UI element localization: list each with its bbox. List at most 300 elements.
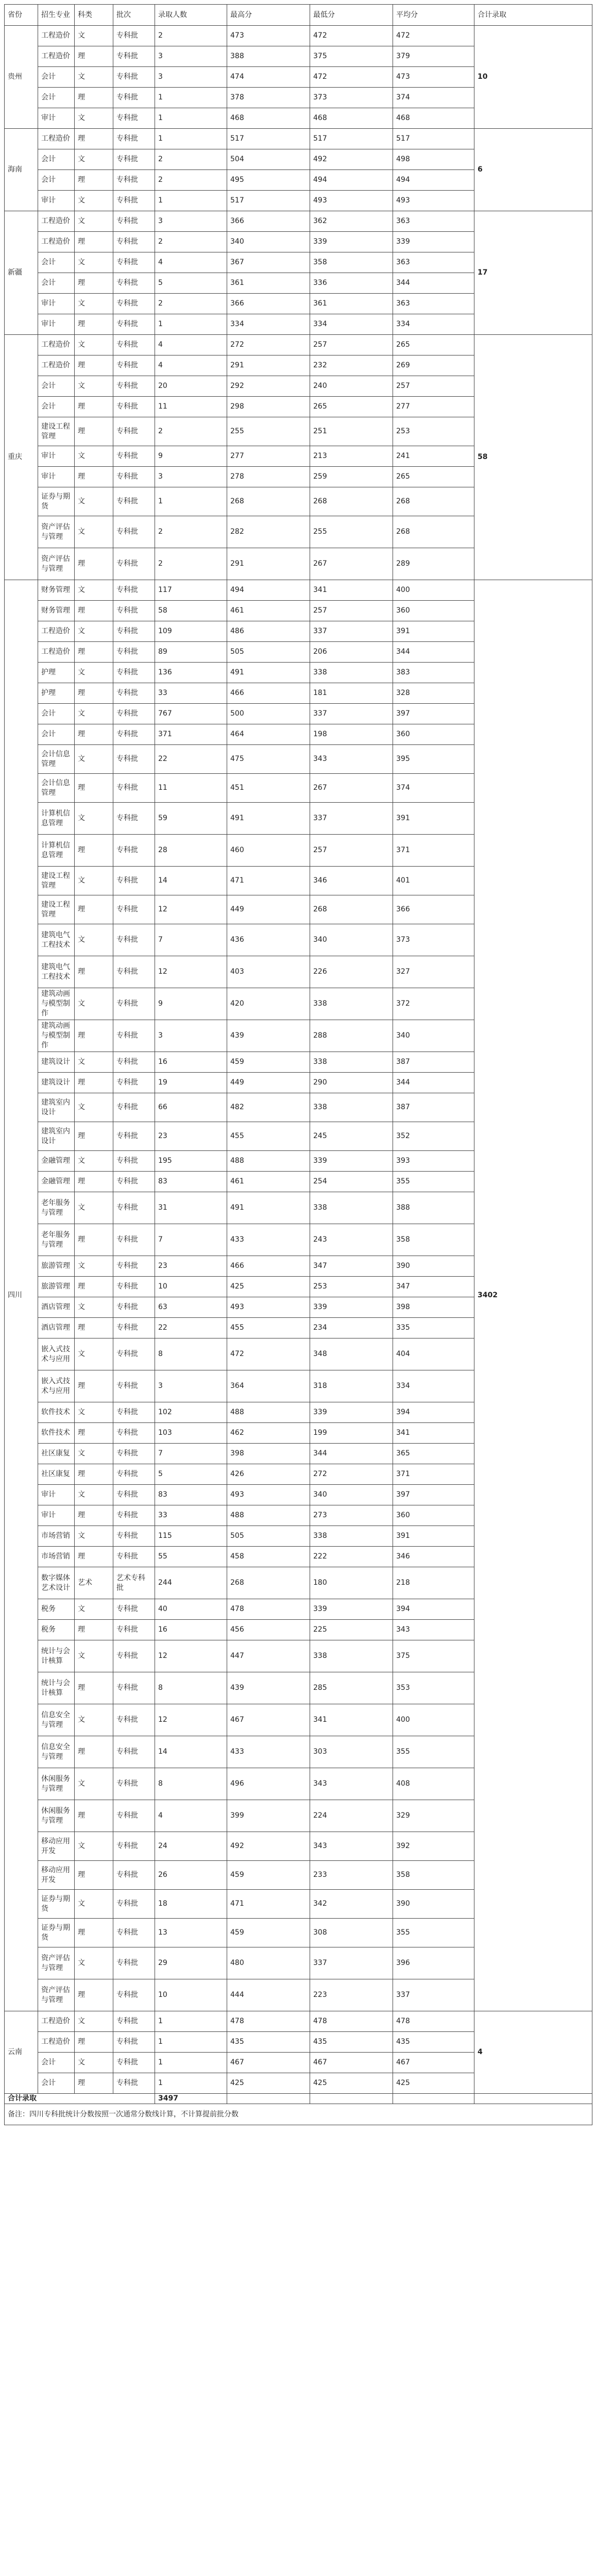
- avg-score-cell: 517: [393, 129, 474, 149]
- avg-score-cell: 344: [393, 642, 474, 663]
- avg-score-cell: 344: [393, 1073, 474, 1093]
- subject-cell: 理: [75, 1800, 113, 1832]
- major-cell: 审计: [38, 1485, 75, 1505]
- batch-cell: 专科批: [113, 1224, 155, 1256]
- subject-cell: 文: [75, 487, 113, 516]
- subject-cell: 理: [75, 129, 113, 149]
- batch-cell: 专科批: [113, 601, 155, 621]
- max-score-cell: 517: [227, 129, 310, 149]
- batch-cell: 专科批: [113, 1020, 155, 1052]
- admitted-cell: 63: [155, 1297, 227, 1318]
- min-score-cell: 233: [310, 1861, 393, 1890]
- batch-cell: 专科批: [113, 704, 155, 724]
- admitted-cell: 26: [155, 1861, 227, 1890]
- max-score-cell: 459: [227, 1052, 310, 1073]
- subject-cell: 文: [75, 1093, 113, 1122]
- avg-score-cell: 372: [393, 988, 474, 1020]
- major-cell: 工程造价: [38, 211, 75, 232]
- admitted-cell: 2: [155, 26, 227, 46]
- min-score-cell: 267: [310, 548, 393, 580]
- min-score-cell: 362: [310, 211, 393, 232]
- min-score-cell: 341: [310, 1704, 393, 1736]
- batch-cell: 专科批: [113, 2032, 155, 2053]
- batch-cell: 专科批: [113, 1919, 155, 1947]
- min-score-cell: 257: [310, 335, 393, 355]
- max-score-cell: 459: [227, 1919, 310, 1947]
- admitted-cell: 18: [155, 1890, 227, 1919]
- major-cell: 会计: [38, 397, 75, 417]
- batch-cell: 专科批: [113, 211, 155, 232]
- max-score-cell: 277: [227, 446, 310, 467]
- admitted-cell: 55: [155, 1547, 227, 1567]
- max-score-cell: 475: [227, 745, 310, 774]
- major-cell: 审计: [38, 314, 75, 335]
- admitted-cell: 19: [155, 1073, 227, 1093]
- subject-cell: 理: [75, 1073, 113, 1093]
- min-score-cell: 338: [310, 1640, 393, 1672]
- subject-cell: 理: [75, 2073, 113, 2094]
- avg-score-cell: 363: [393, 252, 474, 273]
- note-text: 备注：四川专科批统计分数按照一次通常分数线计算，不计算提前批分数: [5, 2104, 592, 2125]
- min-score-cell: 181: [310, 683, 393, 704]
- admitted-cell: 3: [155, 46, 227, 67]
- subject-cell: 文: [75, 516, 113, 548]
- batch-cell: 专科批: [113, 1073, 155, 1093]
- min-score-cell: 338: [310, 1093, 393, 1122]
- min-score-cell: 267: [310, 774, 393, 803]
- batch-cell: 专科批: [113, 1192, 155, 1224]
- batch-cell: 专科批: [113, 867, 155, 895]
- avg-score-cell: 257: [393, 376, 474, 397]
- min-score-cell: 375: [310, 46, 393, 67]
- max-score-cell: 466: [227, 683, 310, 704]
- subject-cell: 文: [75, 335, 113, 355]
- admitted-cell: 2: [155, 294, 227, 314]
- max-score-cell: 367: [227, 252, 310, 273]
- avg-score-cell: 268: [393, 487, 474, 516]
- max-score-cell: 449: [227, 1073, 310, 1093]
- max-score-cell: 449: [227, 895, 310, 924]
- max-score-cell: 494: [227, 580, 310, 601]
- batch-cell: 专科批: [113, 1800, 155, 1832]
- subject-cell: 理: [75, 548, 113, 580]
- max-score-cell: 458: [227, 1547, 310, 1567]
- batch-cell: 专科批: [113, 376, 155, 397]
- batch-cell: 专科批: [113, 724, 155, 745]
- subject-cell: 文: [75, 1192, 113, 1224]
- batch-cell: 专科批: [113, 273, 155, 294]
- avg-score-cell: 390: [393, 1256, 474, 1277]
- admitted-cell: 33: [155, 683, 227, 704]
- batch-cell: 专科批: [113, 314, 155, 335]
- subject-cell: 理: [75, 1547, 113, 1567]
- min-score-cell: 240: [310, 376, 393, 397]
- batch-cell: 专科批: [113, 2011, 155, 2032]
- admitted-cell: 11: [155, 774, 227, 803]
- min-score-cell: 243: [310, 1224, 393, 1256]
- major-cell: 建设工程管理: [38, 417, 75, 446]
- major-cell: 酒店管理: [38, 1318, 75, 1338]
- subject-cell: 理: [75, 355, 113, 376]
- batch-cell: 专科批: [113, 663, 155, 683]
- major-cell: 移动应用开发: [38, 1832, 75, 1861]
- max-score-cell: 292: [227, 376, 310, 397]
- admitted-cell: 371: [155, 724, 227, 745]
- avg-score-cell: 334: [393, 314, 474, 335]
- major-cell: 会计: [38, 2073, 75, 2094]
- subject-cell: 理: [75, 835, 113, 867]
- batch-cell: 专科批: [113, 1444, 155, 1464]
- subject-cell: 文: [75, 2011, 113, 2032]
- major-cell: 税务: [38, 1620, 75, 1640]
- avg-score-cell: 218: [393, 1567, 474, 1599]
- max-score-cell: 491: [227, 663, 310, 683]
- province-total-cell: 6: [474, 129, 592, 211]
- table-row: [5, 129, 592, 149]
- subject-cell: 理: [75, 1505, 113, 1526]
- min-score-cell: 517: [310, 129, 393, 149]
- admitted-cell: 1: [155, 2053, 227, 2073]
- max-score-cell: 268: [227, 487, 310, 516]
- min-score-cell: 338: [310, 1052, 393, 1073]
- min-score-cell: 338: [310, 988, 393, 1020]
- header-avg-score: 平均分: [393, 5, 474, 26]
- max-score-cell: 447: [227, 1640, 310, 1672]
- max-score-cell: 378: [227, 88, 310, 108]
- admitted-cell: 5: [155, 1464, 227, 1485]
- subject-cell: 理: [75, 642, 113, 663]
- major-cell: 市场营销: [38, 1547, 75, 1567]
- major-cell: 工程造价: [38, 129, 75, 149]
- max-score-cell: 493: [227, 1485, 310, 1505]
- major-cell: 移动应用开发: [38, 1861, 75, 1890]
- max-score-cell: 471: [227, 1890, 310, 1919]
- subject-cell: 文: [75, 1151, 113, 1172]
- major-cell: 旅游管理: [38, 1277, 75, 1297]
- batch-cell: 专科批: [113, 895, 155, 924]
- min-score-cell: 226: [310, 956, 393, 988]
- max-score-cell: 460: [227, 835, 310, 867]
- min-score-cell: 472: [310, 26, 393, 46]
- avg-score-cell: 365: [393, 1444, 474, 1464]
- subject-cell: 文: [75, 1768, 113, 1800]
- subject-cell: 理: [75, 1919, 113, 1947]
- major-cell: 建筑室内设计: [38, 1122, 75, 1151]
- admission-table: [4, 4, 592, 2125]
- min-score-cell: 340: [310, 924, 393, 956]
- subject-cell: 文: [75, 1444, 113, 1464]
- avg-score-cell: 366: [393, 895, 474, 924]
- min-score-cell: 339: [310, 1402, 393, 1423]
- max-score-cell: 468: [227, 108, 310, 129]
- header-min-score: 最低分: [310, 5, 393, 26]
- major-cell: 工程造价: [38, 642, 75, 663]
- batch-cell: 专科批: [113, 355, 155, 376]
- max-score-cell: 425: [227, 2073, 310, 2094]
- avg-score-cell: 371: [393, 1464, 474, 1485]
- batch-cell: 专科批: [113, 835, 155, 867]
- subject-cell: 文: [75, 1599, 113, 1620]
- major-cell: 审计: [38, 191, 75, 211]
- min-score-cell: 337: [310, 1947, 393, 1979]
- avg-score-cell: 394: [393, 1402, 474, 1423]
- avg-score-cell: 498: [393, 149, 474, 170]
- major-cell: 工程造价: [38, 621, 75, 642]
- batch-cell: 专科批: [113, 1256, 155, 1277]
- avg-score-cell: 393: [393, 1151, 474, 1172]
- total-row: [5, 2094, 592, 2104]
- min-score-cell: 478: [310, 2011, 393, 2032]
- admitted-cell: 12: [155, 956, 227, 988]
- batch-cell: 专科批: [113, 1861, 155, 1890]
- admitted-cell: 1: [155, 2032, 227, 2053]
- subject-cell: 理: [75, 1464, 113, 1485]
- min-score-cell: 336: [310, 273, 393, 294]
- admitted-cell: 2: [155, 170, 227, 191]
- avg-score-cell: 425: [393, 2073, 474, 2094]
- min-score-cell: 223: [310, 1979, 393, 2011]
- header-max-score: 最高分: [227, 5, 310, 26]
- min-score-cell: 346: [310, 867, 393, 895]
- subject-cell: 理: [75, 774, 113, 803]
- max-score-cell: 493: [227, 1297, 310, 1318]
- subject-cell: 理: [75, 683, 113, 704]
- major-cell: 市场营销: [38, 1526, 75, 1547]
- subject-cell: 理: [75, 1861, 113, 1890]
- subject-cell: 理: [75, 1672, 113, 1704]
- max-score-cell: 444: [227, 1979, 310, 2011]
- max-score-cell: 388: [227, 46, 310, 67]
- major-cell: 嵌入式技术与应用: [38, 1338, 75, 1370]
- major-cell: 会计: [38, 252, 75, 273]
- min-score-cell: 342: [310, 1890, 393, 1919]
- max-score-cell: 496: [227, 1768, 310, 1800]
- subject-cell: 文: [75, 67, 113, 88]
- batch-cell: 专科批: [113, 252, 155, 273]
- max-score-cell: 439: [227, 1020, 310, 1052]
- avg-score-cell: 360: [393, 724, 474, 745]
- min-score-cell: 206: [310, 642, 393, 663]
- min-score-cell: 213: [310, 446, 393, 467]
- table-row: [5, 335, 592, 355]
- max-score-cell: 425: [227, 1277, 310, 1297]
- avg-score-cell: 360: [393, 1505, 474, 1526]
- major-cell: 工程造价: [38, 2011, 75, 2032]
- avg-score-cell: 340: [393, 1020, 474, 1052]
- max-score-cell: 278: [227, 467, 310, 487]
- province-cell: 海南: [5, 129, 38, 211]
- avg-score-cell: 334: [393, 1370, 474, 1402]
- batch-cell: 专科批: [113, 1423, 155, 1444]
- min-score-cell: 245: [310, 1122, 393, 1151]
- admitted-cell: 8: [155, 1672, 227, 1704]
- subject-cell: 文: [75, 1297, 113, 1318]
- subject-cell: 文: [75, 191, 113, 211]
- major-cell: 建筑动画与模型制作: [38, 1020, 75, 1052]
- major-cell: 审计: [38, 294, 75, 314]
- major-cell: 工程造价: [38, 232, 75, 252]
- admitted-cell: 66: [155, 1093, 227, 1122]
- major-cell: 统计与会计核算: [38, 1640, 75, 1672]
- batch-cell: 专科批: [113, 1979, 155, 2011]
- avg-score-cell: 374: [393, 774, 474, 803]
- batch-cell: 专科批: [113, 2053, 155, 2073]
- min-score-cell: 339: [310, 1151, 393, 1172]
- batch-cell: 专科批: [113, 1464, 155, 1485]
- major-cell: 老年服务与管理: [38, 1192, 75, 1224]
- admitted-cell: 13: [155, 1919, 227, 1947]
- batch-cell: 专科批: [113, 1890, 155, 1919]
- batch-cell: 专科批: [113, 397, 155, 417]
- min-score-cell: 303: [310, 1736, 393, 1768]
- avg-score-cell: 374: [393, 88, 474, 108]
- major-cell: 计算机信息管理: [38, 835, 75, 867]
- avg-score-cell: 327: [393, 956, 474, 988]
- batch-cell: 专科批: [113, 1122, 155, 1151]
- max-score-cell: 455: [227, 1122, 310, 1151]
- total-label: 合计录取: [5, 2094, 155, 2104]
- subject-cell: 理: [75, 1122, 113, 1151]
- min-score-cell: 290: [310, 1073, 393, 1093]
- admitted-cell: 83: [155, 1172, 227, 1192]
- admitted-cell: 1: [155, 2073, 227, 2094]
- table-row: [5, 211, 592, 232]
- major-cell: 财务管理: [38, 580, 75, 601]
- subject-cell: 文: [75, 1704, 113, 1736]
- major-cell: 工程造价: [38, 355, 75, 376]
- subject-cell: 理: [75, 895, 113, 924]
- subject-cell: 理: [75, 724, 113, 745]
- major-cell: 统计与会计核算: [38, 1672, 75, 1704]
- min-score-cell: 344: [310, 1444, 393, 1464]
- batch-cell: 专科批: [113, 1599, 155, 1620]
- batch-cell: 专科批: [113, 26, 155, 46]
- avg-score-cell: 355: [393, 1736, 474, 1768]
- admitted-cell: 103: [155, 1423, 227, 1444]
- avg-score-cell: 344: [393, 273, 474, 294]
- subject-cell: 理: [75, 1370, 113, 1402]
- max-score-cell: 461: [227, 1172, 310, 1192]
- major-cell: 信息安全与管理: [38, 1736, 75, 1768]
- avg-score-cell: 363: [393, 211, 474, 232]
- major-cell: 会计: [38, 2053, 75, 2073]
- major-cell: 审计: [38, 446, 75, 467]
- min-score-cell: 334: [310, 314, 393, 335]
- max-score-cell: 398: [227, 1444, 310, 1464]
- admitted-cell: 767: [155, 704, 227, 724]
- min-score-cell: 268: [310, 487, 393, 516]
- header-batch: 批次: [113, 5, 155, 26]
- batch-cell: 专科批: [113, 1704, 155, 1736]
- admitted-cell: 5: [155, 273, 227, 294]
- major-cell: 建筑室内设计: [38, 1093, 75, 1122]
- max-score-cell: 462: [227, 1423, 310, 1444]
- max-score-cell: 282: [227, 516, 310, 548]
- province-cell: 新疆: [5, 211, 38, 335]
- max-score-cell: 488: [227, 1402, 310, 1423]
- admitted-cell: 7: [155, 924, 227, 956]
- batch-cell: 专科批: [113, 1947, 155, 1979]
- admitted-cell: 9: [155, 446, 227, 467]
- batch-cell: 专科批: [113, 1768, 155, 1800]
- admitted-cell: 12: [155, 1640, 227, 1672]
- subject-cell: 文: [75, 252, 113, 273]
- admitted-cell: 3: [155, 1020, 227, 1052]
- subject-cell: 理: [75, 1020, 113, 1052]
- min-score-cell: 343: [310, 1832, 393, 1861]
- min-score-cell: 348: [310, 1338, 393, 1370]
- min-score-cell: 425: [310, 2073, 393, 2094]
- min-score-cell: 467: [310, 2053, 393, 2073]
- major-cell: 休闲服务与管理: [38, 1800, 75, 1832]
- max-score-cell: 488: [227, 1505, 310, 1526]
- batch-cell: 专科批: [113, 745, 155, 774]
- max-score-cell: 464: [227, 724, 310, 745]
- subject-cell: 文: [75, 580, 113, 601]
- major-cell: 资产评估与管理: [38, 1947, 75, 1979]
- batch-cell: 专科批: [113, 1672, 155, 1704]
- admitted-cell: 7: [155, 1224, 227, 1256]
- max-score-cell: 451: [227, 774, 310, 803]
- min-score-cell: 373: [310, 88, 393, 108]
- subject-cell: 文: [75, 1485, 113, 1505]
- subject-cell: 文: [75, 211, 113, 232]
- admitted-cell: 8: [155, 1768, 227, 1800]
- major-cell: 金融管理: [38, 1172, 75, 1192]
- subject-cell: 文: [75, 663, 113, 683]
- batch-cell: 专科批: [113, 2073, 155, 2094]
- major-cell: 证券与期货: [38, 1890, 75, 1919]
- avg-score-cell: 397: [393, 704, 474, 724]
- min-score-cell: 343: [310, 1768, 393, 1800]
- min-score-cell: 288: [310, 1020, 393, 1052]
- subject-cell: 文: [75, 294, 113, 314]
- avg-score-cell: 383: [393, 663, 474, 683]
- header-admitted: 录取人数: [155, 5, 227, 26]
- admitted-cell: 2: [155, 516, 227, 548]
- min-score-cell: 361: [310, 294, 393, 314]
- province-cell: 四川: [5, 580, 38, 2011]
- min-score-cell: 318: [310, 1370, 393, 1402]
- avg-score-cell: 337: [393, 1979, 474, 2011]
- avg-score-cell: 346: [393, 1547, 474, 1567]
- avg-score-cell: 341: [393, 1423, 474, 1444]
- avg-score-cell: 373: [393, 924, 474, 956]
- major-cell: 工程造价: [38, 2032, 75, 2053]
- batch-cell: 专科批: [113, 108, 155, 129]
- avg-score-cell: 328: [393, 683, 474, 704]
- subject-cell: 理: [75, 1172, 113, 1192]
- max-score-cell: 482: [227, 1093, 310, 1122]
- min-score-cell: 254: [310, 1172, 393, 1192]
- subject-cell: 理: [75, 1423, 113, 1444]
- admitted-cell: 12: [155, 895, 227, 924]
- min-score-cell: 234: [310, 1318, 393, 1338]
- major-cell: 酒店管理: [38, 1297, 75, 1318]
- min-score-cell: 225: [310, 1620, 393, 1640]
- subject-cell: 理: [75, 232, 113, 252]
- table-row: [5, 26, 592, 46]
- max-score-cell: 461: [227, 601, 310, 621]
- admitted-cell: 83: [155, 1485, 227, 1505]
- major-cell: 建设工程管理: [38, 895, 75, 924]
- major-cell: 会计信息管理: [38, 774, 75, 803]
- major-cell: 金融管理: [38, 1151, 75, 1172]
- major-cell: 休闲服务与管理: [38, 1768, 75, 1800]
- max-score-cell: 492: [227, 1832, 310, 1861]
- subject-cell: 文: [75, 803, 113, 835]
- min-score-cell: 255: [310, 516, 393, 548]
